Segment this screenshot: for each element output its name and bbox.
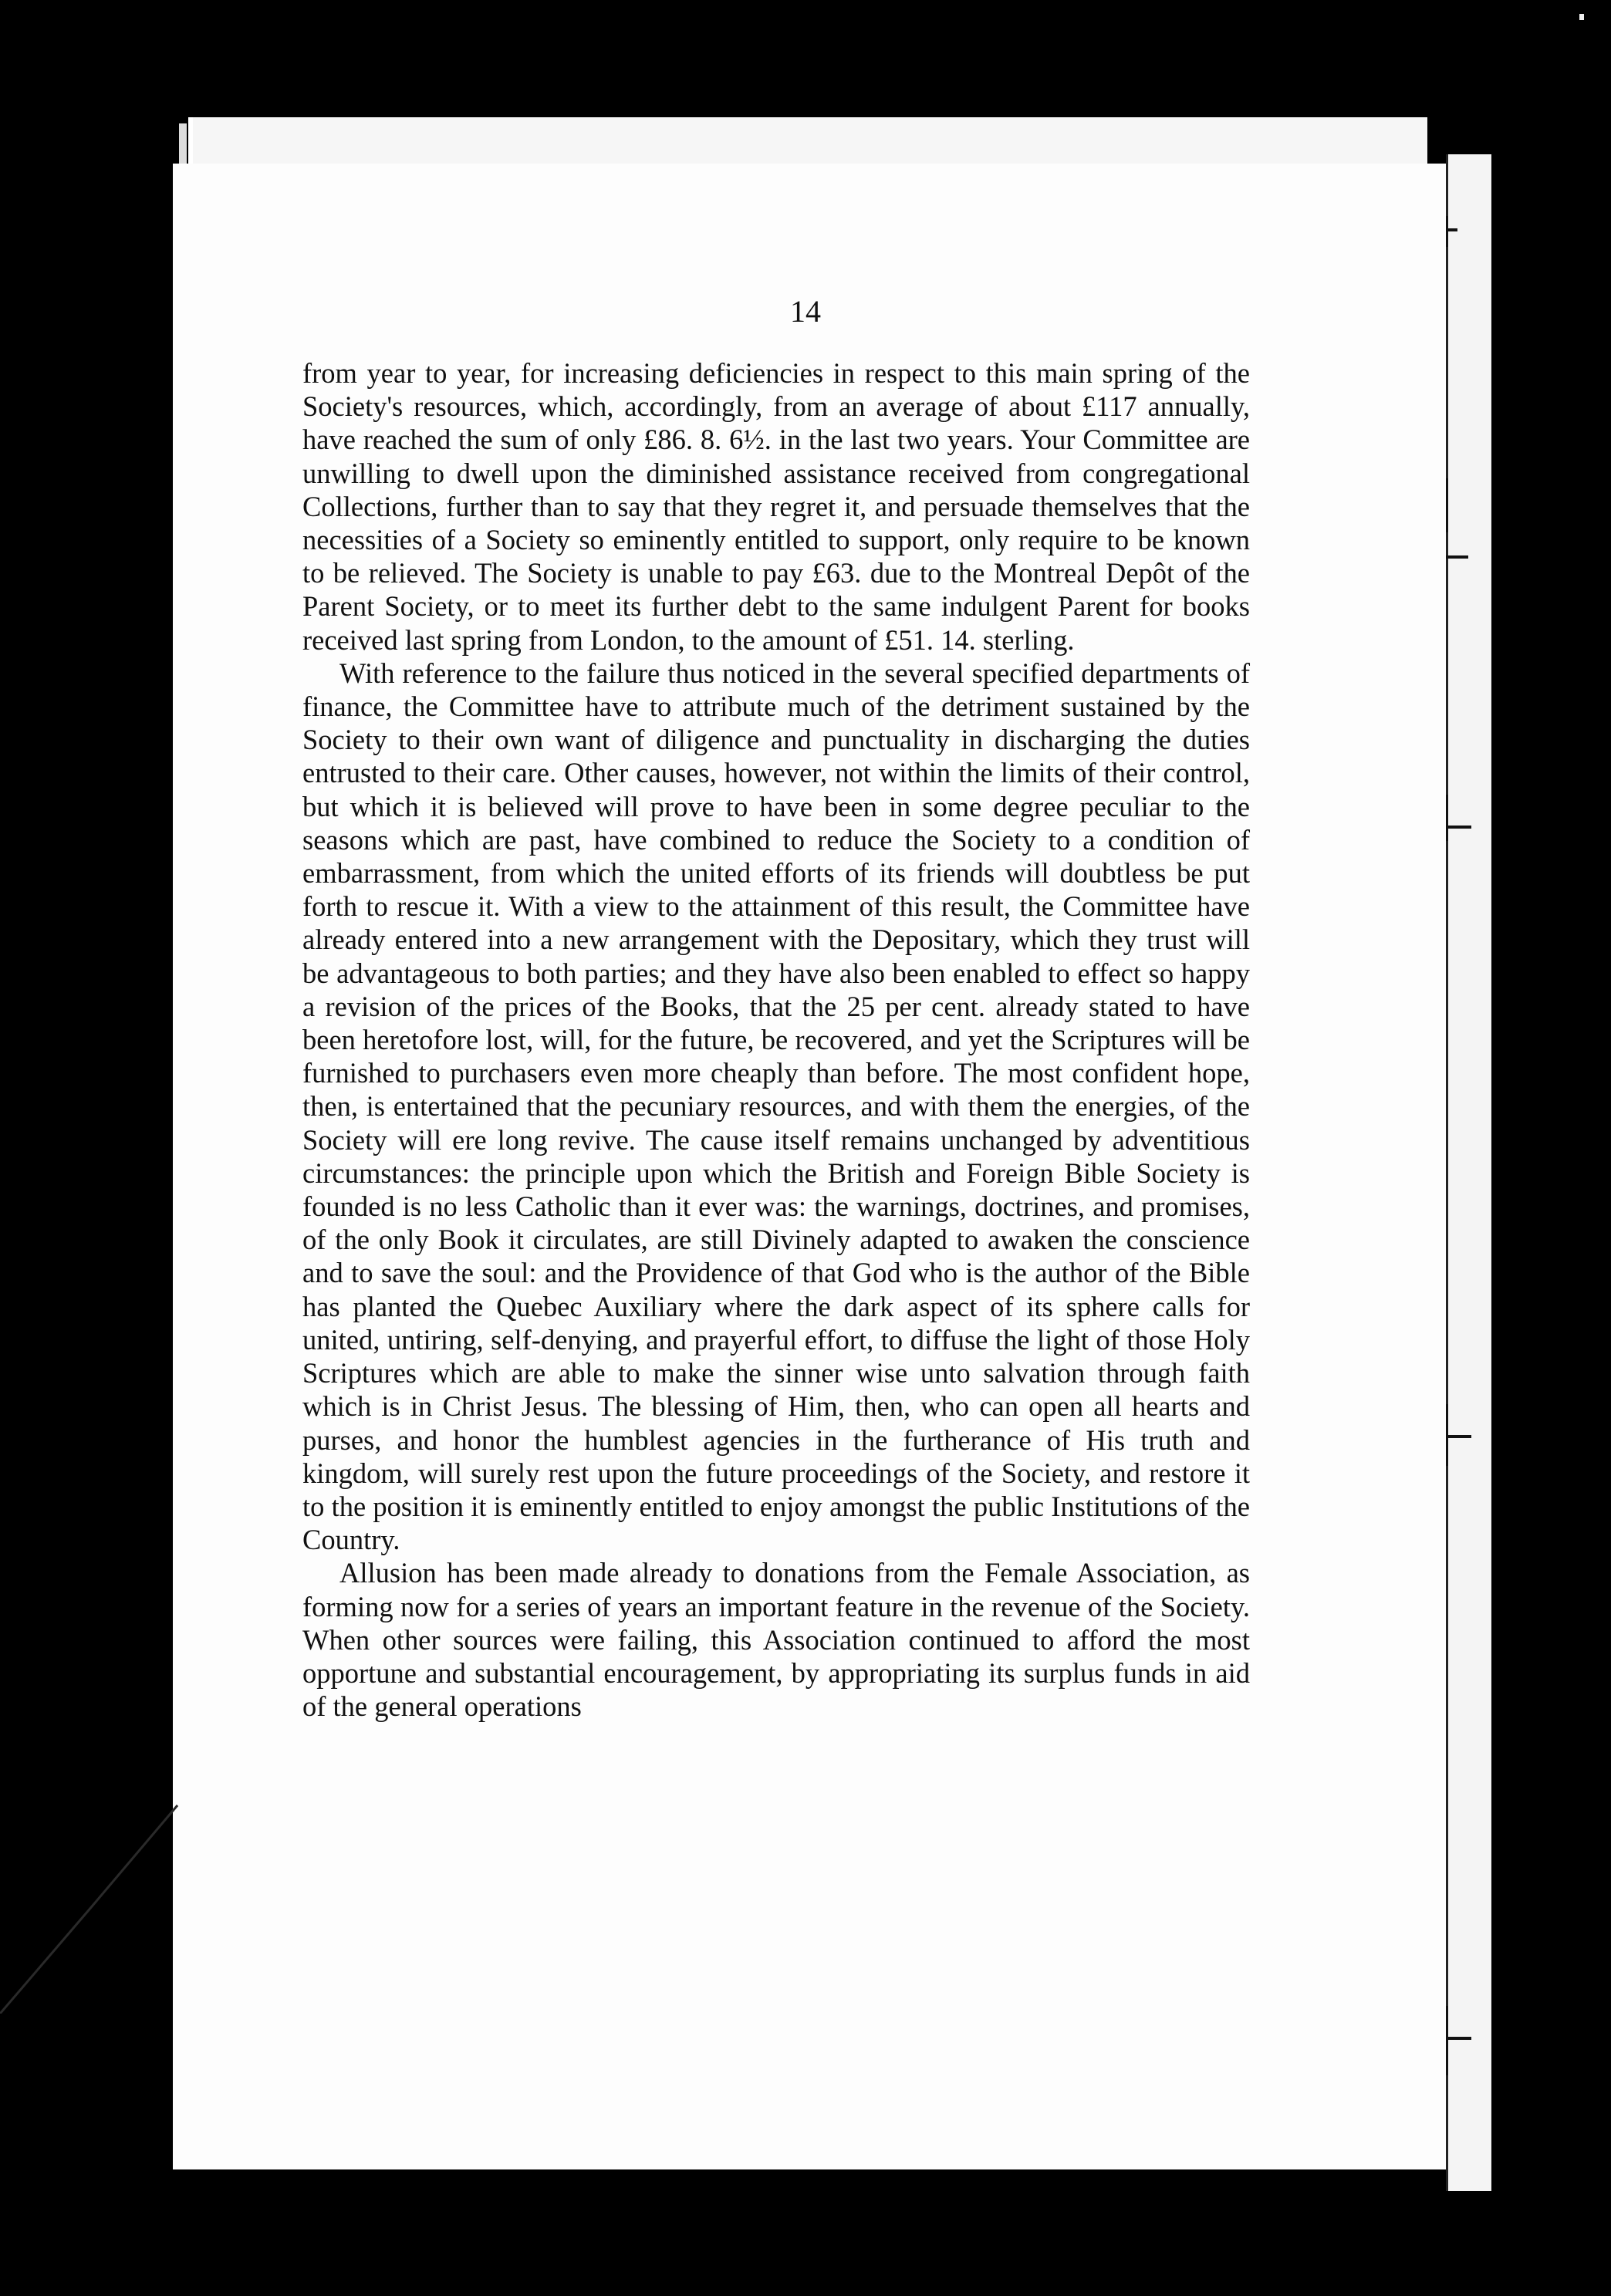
page-number: 14: [790, 294, 821, 329]
paragraph: With reference to the failure thus noticed in the several specified departments of finance, the Committee have to attribute much of the detriment sustained by the Society to their own want of diligence and punctuality in discharging the duties entrusted to their care. Other causes, however, not within the limits of their control, but which it is believed will prove to have been in some degree peculiar to the seasons which are past, have combined to reduce the Society to a condition of embarrassment, from which the united efforts of its friends will doubtless be put forth to rescue it. With a view to the attainment of this result, the Committee have already entered into a new arrangement with the Depositary, which they trust will be advantageous to both parties; and they have also been enabled to effect so happy a revision of the prices of the Books, that the 25 per cent. already stated to have been heretofore lost, will, for the future, be recovered, and yet the Scriptures will be furnished to purchasers even more cheaply than before. The most confident hope, then, is entertained that the pecuniary resources, and with them the energies, of the Society will ere long revive. The cause itself remains unchanged by adventitious circumstances: the principle upon which the British and Foreign Bible Society is founded is no less Catholic than it ever was: the warnings, doctrines, and promises, of the only Book it circulates, are still Divinely adapted to awaken the conscience and to save the soul: and the Providence of that God who is the author of the Bible has planted the Quebec Auxiliary where the dark aspect of its sphere calls for united, untiring, self-denying, and prayerful effort, to diffuse the light of those Holy Scriptures which are able to make the sinner wise unto salvation through faith which is in Christ Jesus. The blessing of Him, then, who can open all hearts and purses, and honor the humblest agencies in the furtherance of His truth and kingdom, will surely rest upon the future proceedings of the Society, and restore it to the position it is eminently entitled to enjoy amongst the public Institutions of the Country.: [302, 657, 1250, 1556]
binding-strip: [1446, 154, 1491, 2191]
body-text: [302, 356, 1250, 1723]
scan-artifact: [1579, 14, 1584, 20]
page-crease-shadow: [0, 1782, 185, 2014]
paragraph: Allusion has been made already to donations from the Female Association, as forming now for a series of years an important feature in the revenue of the Society. When other sources were failing, this Association continued to afford the most opportune and substantial encouragement, by appropriating its surplus funds in aid of the general operations: [302, 1557, 1250, 1723]
paragraph: from year to year, for increasing deficiencies in respect to this main spring of the Society's resources, which, accordingly, from an average of about £117 annually, have reached the sum of only £86. 8. 6½. in the last two years. Your Committee are unwilling to dwell upon the diminished assistance received from congregational Collections, further than to say that they regret it, and persuade themselves that the necessities of a Society so eminently entitled to support, only require to be known to be relieved. The Society is unable to pay £63. due to the Montreal Depôt of the Parent Society, or to meet its further debt to the same indulgent Parent for books received last spring from London, to the amount of £51. 14. sterling.: [302, 357, 1250, 656]
